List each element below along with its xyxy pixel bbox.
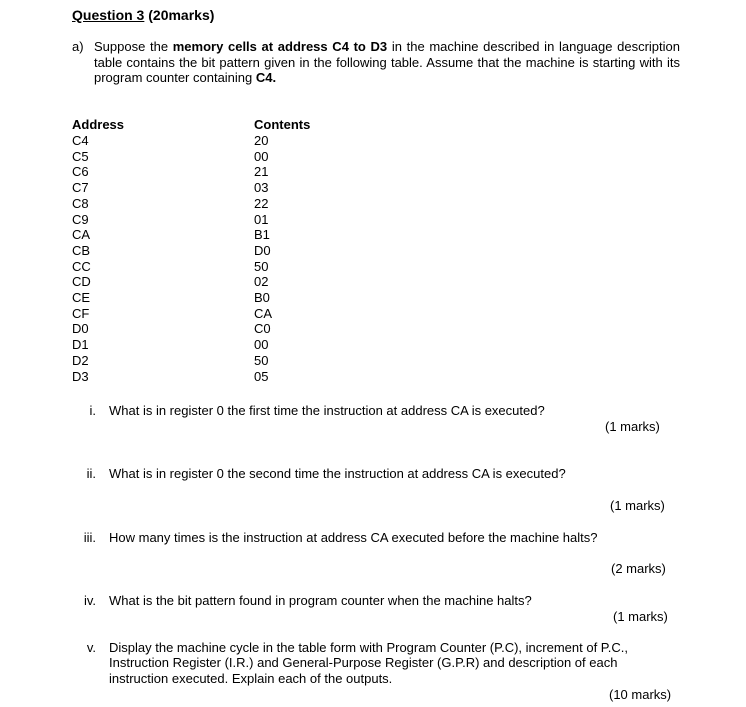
- part-a-intro: [72, 39, 680, 86]
- subquestion-i-marks: (1 marks): [605, 419, 660, 434]
- subquestion-ii-marks: (1 marks): [610, 498, 665, 513]
- subquestion-number: iv.: [83, 593, 96, 608]
- address-cell: C7: [72, 180, 89, 196]
- subquestion-text: How many times is the instruction at address CA executed before the machine halts?: [109, 530, 598, 545]
- part-a-bold-1: memory cells at address C4 to D3: [172, 39, 388, 54]
- subquestion-iv-marks: (1 marks): [613, 609, 668, 624]
- contents-cell: 02: [254, 274, 269, 290]
- contents-cell: CA: [254, 305, 273, 321]
- address-cell: CE: [72, 290, 91, 306]
- contents-cell: 01: [254, 211, 269, 227]
- address-cell: D1: [72, 337, 89, 353]
- contents-cell: 50: [254, 258, 269, 274]
- contents-cell: 00: [254, 148, 269, 164]
- part-a-label: a): [72, 39, 84, 54]
- question-title: [72, 7, 214, 23]
- contents-cell: 21: [254, 164, 269, 180]
- address-cell: D2: [72, 352, 89, 368]
- subquestion-text: What is in register 0 the first time the instruction at address CA is executed?: [109, 403, 545, 418]
- contents-cell: 05: [254, 368, 269, 384]
- address-cell: C4: [72, 133, 89, 148]
- question-marks: (20marks): [144, 7, 215, 23]
- contents-column: [254, 133, 272, 384]
- subquestion-text: Display the machine cycle in the table form with Program Counter (P.C), increment of P.C., Instruction Register (I.R.) and General-Purpose Register (G.P.R) and description of each instruction executed. Explain each of the outputs.: [109, 640, 629, 686]
- part-a-text-1: Suppose the: [94, 39, 173, 54]
- subquestion-number: ii.: [86, 466, 96, 481]
- address-cell: D3: [72, 368, 89, 384]
- address-cell: C8: [72, 195, 89, 211]
- subquestion-iii-marks: (2 marks): [611, 561, 666, 576]
- part-a-bold-2: C4.: [255, 70, 277, 85]
- subquestion-number: iii.: [83, 530, 96, 545]
- question-number: Question 3: [72, 7, 145, 23]
- part-a-text: [94, 39, 680, 86]
- contents-cell: C0: [254, 321, 271, 337]
- subquestion-text: What is the bit pattern found in program counter when the machine halts?: [109, 593, 532, 608]
- contents-cell: 22: [254, 195, 269, 211]
- address-cell: CB: [72, 242, 91, 258]
- subquestion-number: i.: [89, 403, 96, 418]
- address-cell: CC: [72, 258, 91, 274]
- address-header: Address: [72, 117, 125, 132]
- address-cell: CF: [72, 305, 90, 321]
- subquestion-text: What is in register 0 the second time the instruction at address CA is executed?: [109, 466, 566, 481]
- contents-cell: 20: [254, 133, 269, 148]
- contents-cell: 03: [254, 180, 269, 196]
- part-a-text-2: in the machine described in language description table contains the bit pattern given in the following table. Assume that the machine is starting with its program counter containing: [94, 39, 680, 85]
- contents-cell: 50: [254, 352, 269, 368]
- address-cell: CD: [72, 274, 91, 290]
- subquestion-number: v.: [86, 640, 96, 655]
- contents-header: Contents: [254, 117, 311, 132]
- contents-cell: D0: [254, 242, 271, 258]
- address-cell: C5: [72, 148, 89, 164]
- address-cell: CA: [72, 227, 91, 243]
- address-column: [72, 133, 91, 384]
- contents-cell: B0: [254, 290, 270, 306]
- contents-cell: B1: [254, 227, 270, 243]
- contents-cell: 00: [254, 337, 269, 353]
- subquestion-v-marks: (10 marks): [609, 687, 672, 702]
- address-cell: C6: [72, 164, 89, 180]
- address-cell: C9: [72, 211, 89, 227]
- address-cell: D0: [72, 321, 89, 337]
